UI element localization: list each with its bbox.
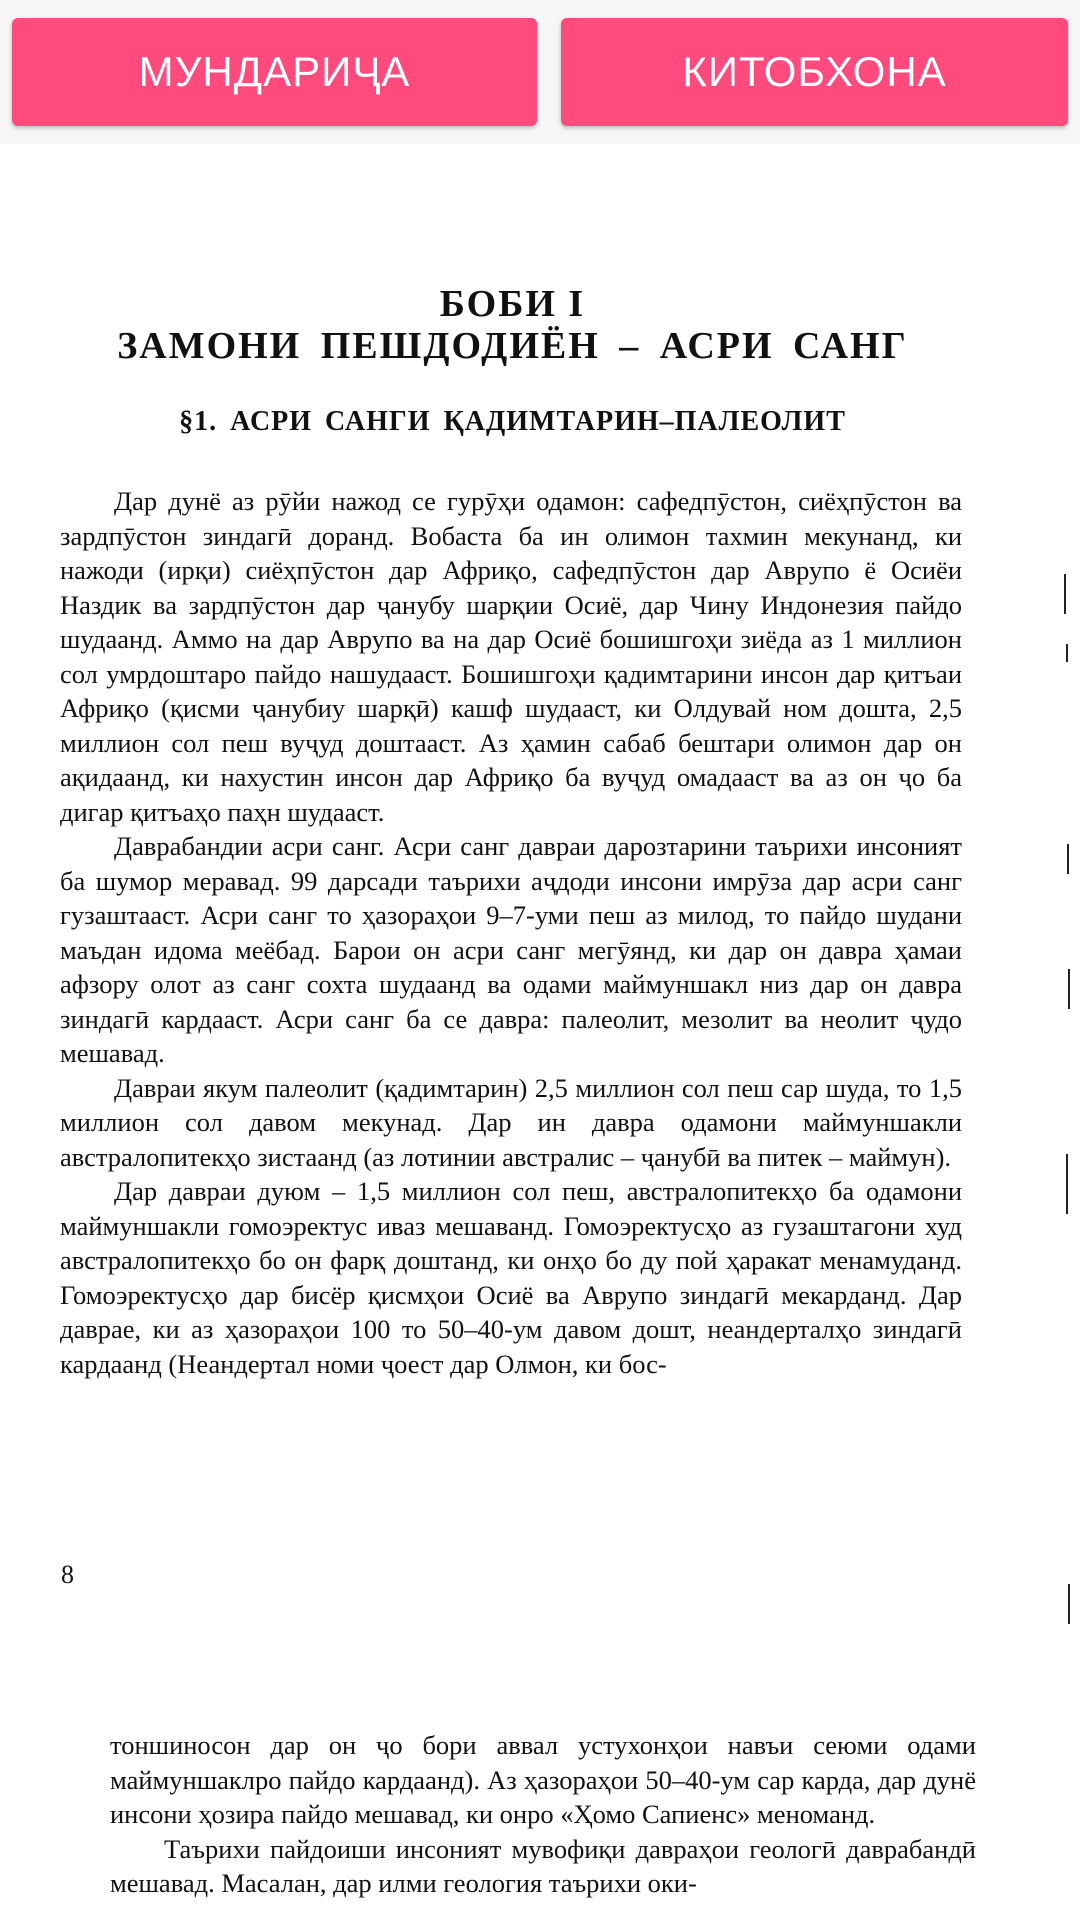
- paragraph: Даврабандии асри санг. Асри санг давраи дарозтарини таърихи инсоният ба шумор меравад. 99 дарсади таърихи аҷдоди инсони имрӯза дар асри санг гузаштааст. Асри санг то ҳазораҳои 9–7-уми пеш аз милод, то пайдо шудани маъдан идома меёбад. Барои он асри санг мегӯянд, ки дар он давра ҳамаи афзору олот аз санг сохта шудаанд ва одами маймуншакл низ дар он давра зиндагӣ кардааст. Асри санг ба се давра: палеолит, мезолит ва неолит ҷудо мешавад.: [60, 831, 962, 1068]
- library-button[interactable]: КИТОБХОНА: [561, 18, 1068, 126]
- table-of-contents-button[interactable]: МУНДАРИҶА: [12, 18, 537, 126]
- paragraph: Дар давраи дуюм – 1,5 миллион сол пеш, австралопитекҳо ба одамони маймуншакли гомоэректус иваз мешаванд. Гомоэректусҳо аз гузаштагони худ австралопитекҳо бо он фарқ доштанд, ки онҳо бо ду пой ҳаракат менамуданд. Гомоэректусҳо дар бисёр қисмҳои Осиё ва Аврупо зиндагӣ мекарданд. Дар давраe, ки аз ҳазораҳои 100 то 50–40-ум давом дошт, неандерталҳо зиндагӣ кардаанд (Неандертал номи ҷоест дар Олмон, ки бос-: [60, 1176, 962, 1379]
- next-page-text: [110, 1728, 976, 1901]
- chapter-number: БОБИ I: [439, 283, 586, 325]
- page-number: 8: [61, 1560, 74, 1589]
- scan-margin-mark: [1068, 969, 1070, 1009]
- top-toolbar: [0, 0, 1080, 144]
- scan-margin-mark: [1067, 844, 1069, 874]
- section-title: §1. АСРИ САНГИ ҚАДИМТАРИН–ПАЛЕОЛИТ: [179, 406, 846, 437]
- scan-margin-mark: [1064, 574, 1066, 614]
- paragraph: тоншиносон дар он ҷо бори аввал устухонҳои навъи сеюми одами маймуншаклро пайдо кардаанд). Аз ҳазораҳои 50–40-ум сар карда, дар дунё инсони ҳозира пайдо мешавад, ки онро «Ҳомо Сапиенс» меноманд.: [110, 1730, 976, 1829]
- scan-margin-mark: [1066, 1154, 1068, 1214]
- book-page-view[interactable]: [0, 144, 1080, 1920]
- scan-margin-mark: [1068, 1584, 1070, 1624]
- chapter-title: ЗАМОНИ ПЕШДОДИЁН – АСРИ САНГ: [117, 325, 908, 367]
- page-body-text: [60, 484, 962, 1381]
- paragraph: Дар дунё аз рӯйи нажод се гурӯҳи одамон: сафедпӯстон, сиёҳпӯстон ва зардпӯстон зиндагӣ доранд. Вобаста ба ин олимон тахмин мекунанд, ки нажоди (ирқи) сиёҳпӯстон дар Африқо, сафедпӯстон дар Аврупо ё Осиёи Наздик ва зардпӯстон дар ҷанубу шарқии Осиё, дар Чину Индонезия пайдо шудаанд. Аммо на дар Аврупо ва на дар Осиё бошишгоҳи зиёда аз 1 миллион сол умрдоштаро пайдо нашудааст. Бошишгоҳи қадимтарини инсон дар қитъаи Африқо (қисми ҷанубиу шарқӣ) кашф шудааст, ки Олдувай ном дошта, 2,5 миллион сол пеш вуҷуд доштааст. Аз ҳамин сабаб бештари олимон дар он ақидаанд, ки нахустин инсон дар Африқо ба вуҷуд омадааст ва аз он ҷо ба дигар қитъаҳо паҳн шудааст.: [60, 486, 962, 827]
- paragraph: Таърихи пайдоиши инсоният мувофиқи давраҳои геологӣ даврабандӣ мешавад. Масалан, дар илми геология таърихи оки-: [110, 1833, 976, 1898]
- scan-margin-mark: [1066, 644, 1068, 662]
- paragraph: Давраи якум палеолит (қадимтарин) 2,5 миллион сол пеш сар шуда, то 1,5 миллион сол давом мекунад. Дар ин давра одамони маймуншакли австралопитекҳо зистаанд (аз лотинии австралис – ҷанубӣ ва питек – маймун).: [60, 1072, 962, 1172]
